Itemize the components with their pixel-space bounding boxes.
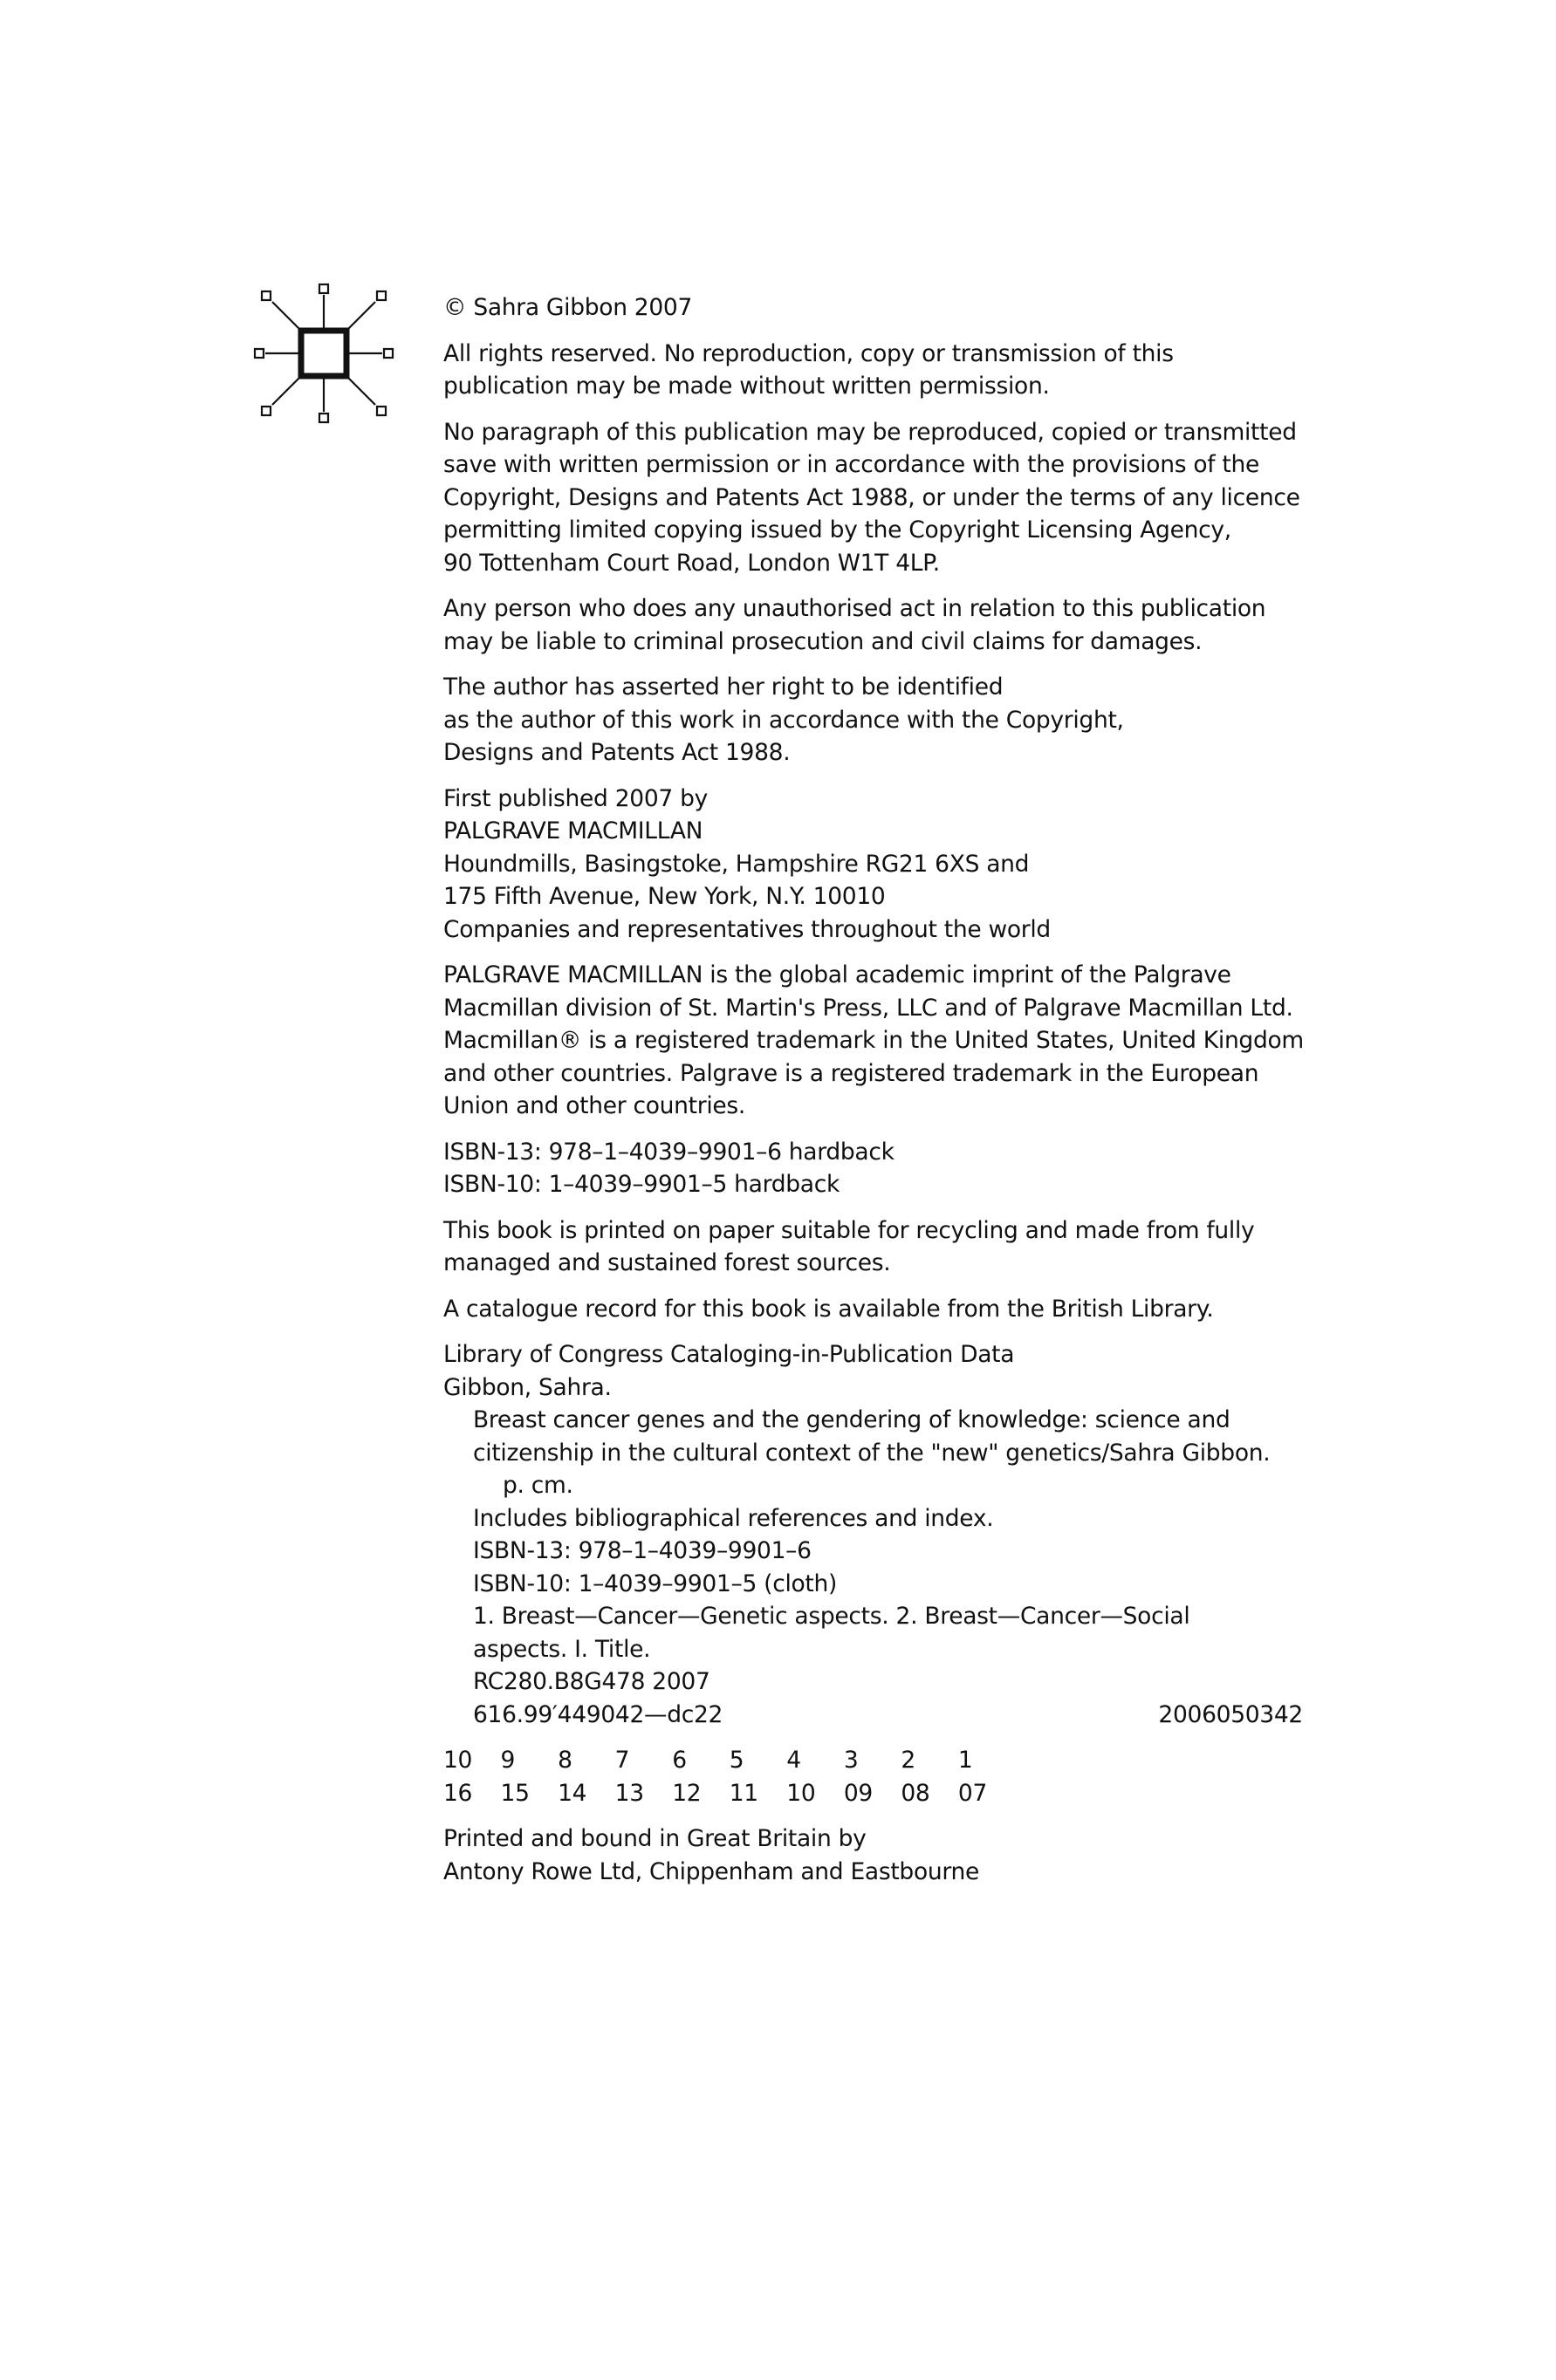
cip-dewey: 616.99′449042—dc22 — [473, 1700, 723, 1728]
notice-line: Copyright, Designs and Patents Act 1988, or under the terms of any licence — [443, 483, 1300, 511]
liability-block — [443, 592, 1316, 658]
rights-line: publication may be made without written permission. — [443, 373, 1050, 400]
notice-line: 90 Tottenham Court Road, London W1T 4LP. — [443, 549, 940, 577]
printing-line — [443, 1744, 988, 1777]
printing-number: 9 — [500, 1747, 516, 1774]
publisher-line: First published 2007 by — [443, 784, 708, 812]
year-number: 12 — [672, 1779, 702, 1807]
isbn-block — [443, 1136, 1316, 1201]
paper-block — [443, 1214, 1316, 1280]
author-right-line: The author has asserted her right to be identified — [443, 674, 1004, 701]
publisher-logo-icon — [251, 281, 396, 426]
printer-line: Printed and bound in Great Britain by — [443, 1825, 867, 1852]
catalogue-line: A catalogue record for this book is available from the British Library. — [443, 1295, 1214, 1323]
isbn-line: ISBN-10: 1–4039–9901–5 hardback — [443, 1171, 840, 1198]
printer-line: Antony Rowe Ltd, Chippenham and Eastbourne — [443, 1857, 979, 1885]
cip-note-line: RC280.B8G478 2007 — [473, 1668, 710, 1695]
cip-pcm: p. cm. — [503, 1472, 573, 1499]
copyright-block — [443, 291, 1316, 325]
year-number: 13 — [614, 1779, 644, 1807]
cip-title-line: citizenship in the cultural context of the "new" genetics/Sahra Gibbon. — [473, 1439, 1271, 1467]
cip-block — [443, 1338, 1316, 1731]
cip-classification-row — [443, 1699, 1303, 1732]
copyright-line: © Sahra Gibbon 2007 — [443, 294, 693, 321]
cip-lccn: 2006050342 — [1158, 1700, 1303, 1728]
printing-numbers-block — [443, 1744, 1316, 1809]
author-right-line: as the author of this work in accordance with the Copyright, — [443, 706, 1124, 734]
imprint-line: and other countries. Palgrave is a registered trademark in the European — [443, 1059, 1259, 1087]
year-number: 14 — [558, 1779, 587, 1807]
imprint-line: Macmillan division of St. Martin's Press, LLC and of Palgrave Macmillan Ltd. — [443, 994, 1293, 1022]
notice-line: No paragraph of this publication may be reproduced, copied or transmitted — [443, 418, 1297, 446]
printing-number: 5 — [729, 1747, 744, 1774]
publisher-line: Houndmills, Basingstoke, Hampshire RG21 6XS and — [443, 850, 1030, 878]
year-number: 10 — [786, 1779, 816, 1807]
cip-author: Gibbon, Sahra. — [443, 1373, 612, 1401]
copyright-page — [443, 291, 1316, 1901]
publisher-block — [443, 783, 1316, 947]
publisher-line: 175 Fifth Avenue, New York, N.Y. 10010 — [443, 883, 886, 910]
author-right-line: Designs and Patents Act 1988. — [443, 739, 791, 766]
cip-heading: Library of Congress Cataloging-in-Publication Data — [443, 1341, 1015, 1368]
cip-title-line: Breast cancer genes and the gendering of knowledge: science and — [473, 1406, 1230, 1433]
printing-number: 8 — [558, 1747, 572, 1774]
printer-block — [443, 1823, 1316, 1888]
notice-line: save with written permission or in accordance with the provisions of the — [443, 451, 1259, 478]
isbn-line: ISBN-13: 978–1–4039–9901–6 hardback — [443, 1138, 895, 1166]
cip-note-line: ISBN-13: 978–1–4039–9901–6 — [473, 1537, 812, 1564]
notice-line: permitting limited copying issued by the Copyright Licensing Agency, — [443, 516, 1231, 544]
author-right-block — [443, 671, 1316, 769]
year-number: 08 — [901, 1779, 930, 1807]
imprint-line: Macmillan® is a registered trademark in the United States, United Kingdom — [443, 1027, 1304, 1054]
year-line — [443, 1777, 988, 1810]
year-number: 09 — [843, 1779, 873, 1807]
year-number: 15 — [500, 1779, 530, 1807]
printing-number: 10 — [443, 1747, 473, 1774]
catalogue-block — [443, 1293, 1316, 1326]
cip-note-line: ISBN-10: 1–4039–9901–5 (cloth) — [473, 1570, 838, 1597]
printing-number: 3 — [843, 1747, 859, 1774]
paper-line: managed and sustained forest sources. — [443, 1249, 891, 1276]
cip-note-line: Includes bibliographical references and index. — [473, 1504, 994, 1532]
imprint-line: Union and other countries. — [443, 1092, 746, 1119]
paragraph-notice-block — [443, 416, 1316, 580]
printing-number: 1 — [957, 1747, 973, 1774]
liability-line: Any person who does any unauthorised act in relation to this publication — [443, 595, 1266, 622]
cip-note-line: 1. Breast—Cancer—Genetic aspects. 2. Breast—Cancer—Social — [473, 1603, 1190, 1630]
rights-block — [443, 338, 1316, 403]
publisher-line: PALGRAVE MACMILLAN — [443, 817, 703, 845]
printing-number: 2 — [901, 1747, 915, 1774]
year-number: 16 — [443, 1779, 473, 1807]
paper-line: This book is printed on paper suitable for recycling and made from fully — [443, 1216, 1255, 1244]
year-number: 11 — [729, 1779, 758, 1807]
cip-note-line: aspects. I. Title. — [473, 1635, 651, 1663]
printing-number: 6 — [672, 1747, 687, 1774]
printing-number: 7 — [614, 1747, 630, 1774]
imprint-block — [443, 959, 1316, 1123]
printing-number: 4 — [786, 1747, 801, 1774]
year-number: 07 — [957, 1779, 988, 1807]
liability-line: may be liable to criminal prosecution and civil claims for damages. — [443, 627, 1203, 655]
rights-line: All rights reserved. No reproduction, copy or transmission of this — [443, 339, 1174, 367]
publisher-line: Companies and representatives throughout the world — [443, 915, 1051, 943]
imprint-line: PALGRAVE MACMILLAN is the global academic imprint of the Palgrave — [443, 961, 1231, 988]
